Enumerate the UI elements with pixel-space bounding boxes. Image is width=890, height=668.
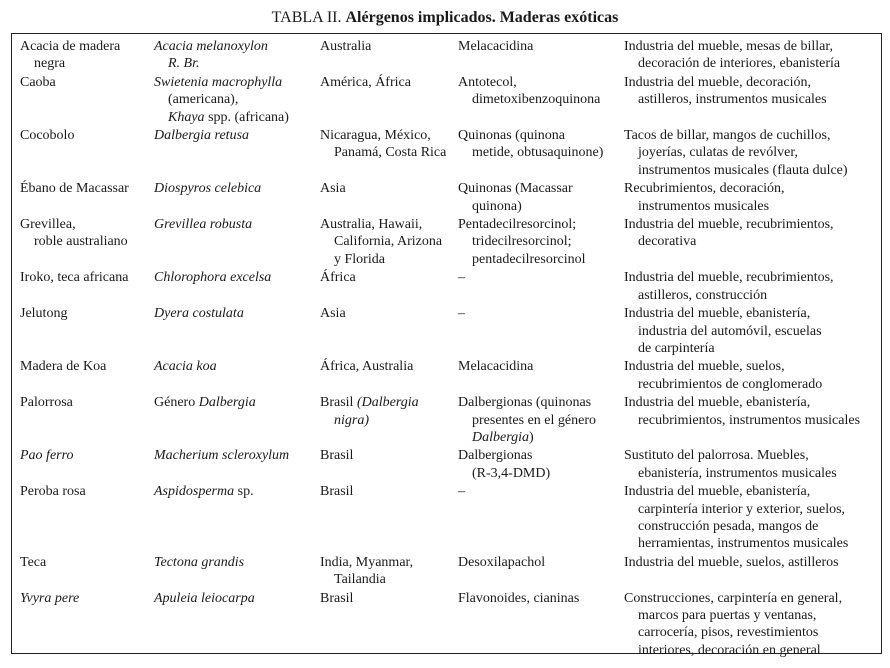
table-title-label: TABLA II.	[271, 9, 342, 26]
table-title-text: Alérgenos implicados. Maderas exóticas	[345, 9, 619, 26]
common-name-cell: Teca	[20, 554, 47, 570]
use-cell: Industria del mueble, suelos, recubrimientos de conglomerado	[624, 359, 823, 392]
origin-cell: Brasil (Dalbergia nigra)	[320, 395, 419, 428]
origin-cell: Asia	[320, 306, 346, 322]
species-cell: Apuleia leiocarpa	[154, 590, 255, 606]
species-cell: Tectona grandis	[154, 554, 245, 570]
use-cell: Sustituto del palorrosa. Muebles, ebanistería, instrumentos musicales	[624, 448, 837, 481]
origin-cell: América, África	[320, 74, 411, 90]
origin-cell: Brasil	[320, 590, 354, 606]
table-row	[20, 358, 886, 394]
origin-cell: África, Australia	[320, 359, 414, 375]
table-row	[20, 216, 886, 269]
origin-cell: Australia	[320, 39, 372, 54]
origin-cell: India, Myanmar, Tailandia	[320, 554, 414, 588]
allergen-cell: –	[458, 306, 465, 322]
table-row	[20, 590, 886, 661]
origin-cell: Brasil	[320, 448, 354, 464]
species-cell: Acacia koa	[154, 359, 217, 375]
origin-cell: Nicaragua, México, Panamá, Costa Rica	[320, 128, 447, 161]
species-cell: Swietenia macrophylla (americana), Khaya spp. (africana)	[154, 74, 289, 125]
common-name-cell: Palorrosa	[20, 395, 73, 411]
common-name-cell: Ébano de Macassar	[20, 181, 129, 197]
allergen-cell: Quinonas (Macassar quinona)	[458, 181, 573, 214]
table-row	[20, 305, 886, 358]
species-cell: Dyera costulata	[154, 306, 244, 322]
species-cell: Dalbergia retusa	[154, 128, 250, 144]
table-title	[0, 8, 890, 28]
common-name-cell: Pao ferro	[20, 448, 74, 464]
common-name-cell: Caoba	[20, 74, 56, 90]
species-cell: Aspidosperma sp.	[154, 484, 254, 500]
allergen-cell: Dalbergionas (quinonas presentes en el género Dalbergia)	[458, 395, 596, 445]
origin-cell: África	[320, 270, 356, 286]
origin-cell: Asia	[320, 181, 346, 197]
table-row	[20, 447, 886, 483]
use-cell: Construcciones, carpintería en general, marcos para puertas y ventanas, carrocería, pisos, revestimientos interiores, decoración en general	[624, 590, 843, 658]
species-cell: Macherium scleroxylum	[154, 448, 290, 464]
use-cell: Industria del mueble, mesas de billar, decoración de interiores, ebanistería	[624, 39, 841, 72]
use-cell: Industria del mueble, ebanistería, carpintería interior y exterior, suelos, construcción pesada, mangos de herramientas, instrumentos musicales	[624, 484, 849, 552]
allergen-cell: Flavonoides, cianinas	[458, 590, 580, 606]
table-row	[20, 483, 886, 554]
table-row	[20, 127, 886, 180]
origin-cell: Australia, Hawaii, California, Arizona y Florida	[320, 217, 443, 267]
use-cell: Tacos de billar, mangos de cuchillos, joyerías, culatas de revólver, instrumentos musicales (flauta dulce)	[624, 128, 848, 178]
species-cell: Género Dalbergia	[154, 395, 256, 411]
allergen-cell: Quinonas (quinona metide, obtusaquinone)	[458, 128, 604, 161]
common-name-cell: Peroba rosa	[20, 484, 86, 500]
use-cell: Industria del mueble, recubrimientos, astilleros, construcción	[624, 270, 834, 303]
common-name-cell: Yvyra pere	[20, 590, 80, 606]
common-name-cell: Madera de Koa	[20, 359, 107, 375]
allergen-cell: Desoxilapachol	[458, 554, 546, 570]
table-row	[20, 38, 886, 74]
use-cell: Industria del mueble, recubrimientos, decorativa	[624, 217, 834, 250]
table-row	[20, 554, 886, 590]
common-name-cell: Iroko, teca africana	[20, 270, 129, 286]
use-cell: Industria del mueble, ebanistería, industria del automóvil, escuelas de carpintería	[624, 306, 822, 356]
use-cell: Industria del mueble, decoración, astilleros, instrumentos musicales	[624, 74, 827, 108]
origin-cell: Brasil	[320, 484, 354, 500]
common-name-cell: Grevillea, roble australiano	[20, 217, 128, 250]
use-cell: Industria del mueble, ebanistería, recubrimientos, instrumentos musicales	[624, 395, 861, 428]
allergen-cell: Dalbergionas (R-3,4-DMD)	[458, 448, 551, 481]
table-row	[20, 394, 886, 447]
table-row	[20, 180, 886, 216]
species-cell: Diospyros celebica	[154, 181, 262, 197]
common-name-cell: Jelutong	[20, 306, 68, 322]
allergen-cell: Antotecol, dimetoxibenzoquinona	[458, 74, 601, 108]
allergen-cell: Pentadecilresorcinol; tridecilresorcinol; pentadecilresorcinol	[458, 217, 586, 267]
table-row	[20, 74, 886, 127]
species-cell: Chlorophora excelsa	[154, 270, 272, 286]
species-cell: Grevillea robusta	[154, 217, 253, 233]
allergen-cell: Melacacidina	[458, 39, 534, 54]
allergen-cell: –	[458, 484, 465, 500]
allergen-cell: Melacacidina	[458, 359, 534, 375]
common-name-cell: Acacia de madera negra	[20, 39, 121, 72]
use-cell: Industria del mueble, suelos, astilleros	[624, 554, 839, 570]
species-cell: Acacia melanoxylon R. Br.	[154, 39, 268, 72]
use-cell: Recubrimientos, decoración, instrumentos musicales	[624, 181, 785, 214]
allergen-cell: –	[458, 270, 465, 286]
table-row	[20, 269, 886, 305]
common-name-cell: Cocobolo	[20, 128, 75, 144]
allergen-table	[20, 38, 886, 660]
